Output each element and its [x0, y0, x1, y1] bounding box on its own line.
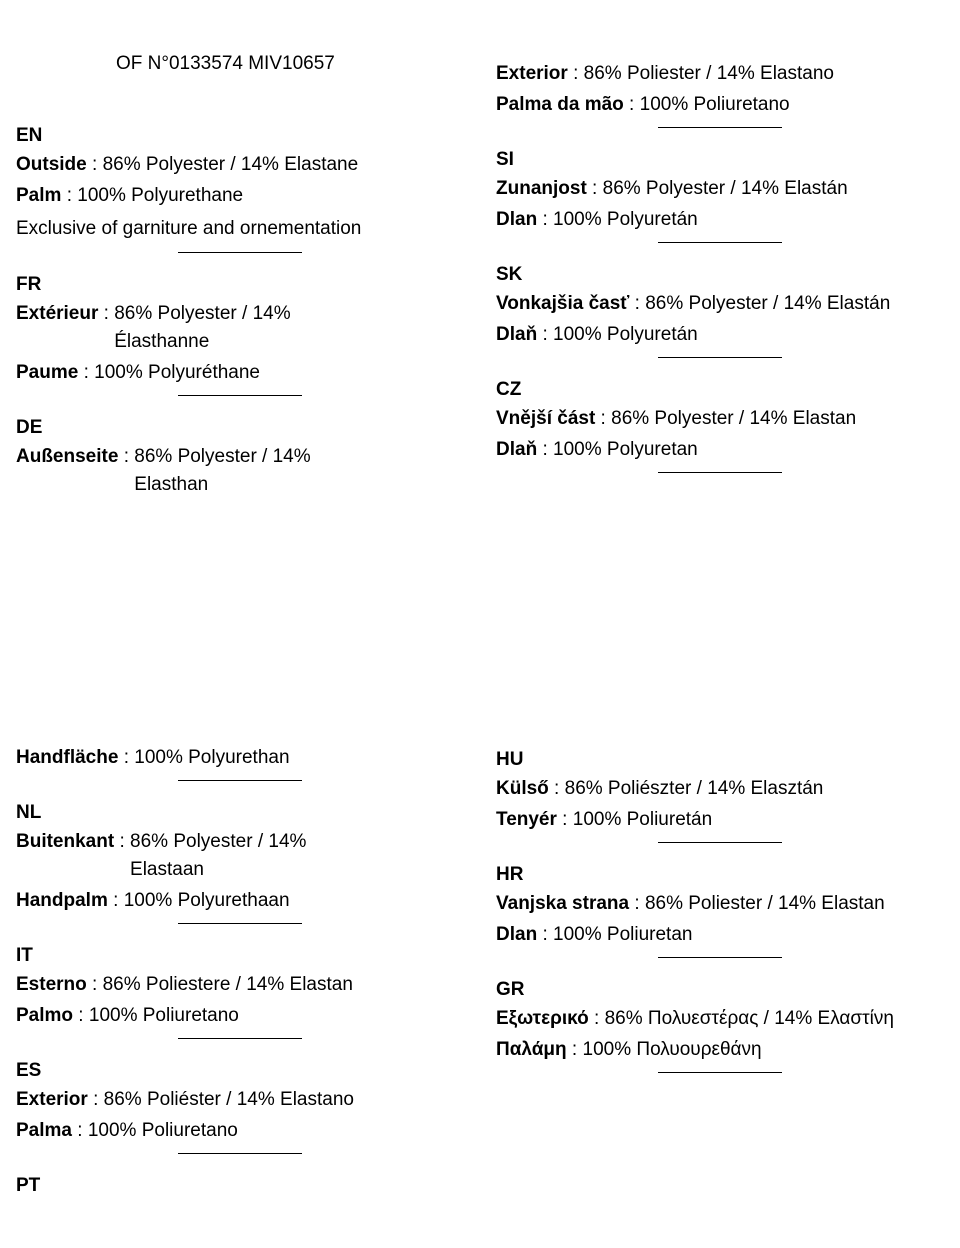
language-code: IT	[16, 945, 33, 966]
composition-row	[496, 91, 936, 119]
material-part-label: Exterior	[16, 1089, 88, 1110]
material-part-label: Handpalm	[16, 890, 108, 911]
language-block	[496, 60, 936, 128]
material-composition-value: 100% Polyurethane	[77, 185, 244, 206]
label-column-top-left	[16, 120, 456, 510]
exclusion-note: Exclusive of garniture and ornementation	[16, 218, 362, 239]
composition-row	[16, 971, 456, 999]
material-composition-value: 86% Poliestere / 14% Elastan	[102, 974, 353, 995]
language-code: GR	[496, 979, 525, 1000]
label-separator: :	[98, 303, 115, 324]
language-block	[16, 269, 456, 396]
material-composition-value: 86% Poliester / 14% Elastan	[644, 893, 885, 914]
material-part-label: Dlan	[496, 924, 538, 945]
section-divider	[658, 957, 782, 958]
material-composition-value: 86% Polyester / 14% Elastane	[102, 154, 359, 175]
section-divider	[178, 395, 302, 396]
material-composition-value: 100% Polyuréthane	[94, 362, 260, 383]
label-separator: :	[61, 185, 78, 206]
label-separator: :	[118, 446, 135, 467]
language-code: FR	[16, 274, 42, 295]
material-part-label: Zunanjost	[496, 178, 587, 199]
material-composition-value: 86% Polyester / 14% Elasthan	[134, 446, 311, 495]
material-composition-value: 86% Poliészter / 14% Elasztán	[564, 778, 824, 799]
label-column-bottom-right	[496, 744, 936, 1089]
material-part-label: Esterno	[16, 974, 87, 995]
material-part-label: Palma	[16, 1120, 72, 1141]
section-divider	[178, 252, 302, 253]
material-part-label: Παλάμη	[496, 1039, 567, 1060]
language-code: CZ	[496, 379, 522, 400]
label-separator: :	[537, 924, 554, 945]
section-divider	[658, 127, 782, 128]
label-separator: :	[87, 1089, 104, 1110]
composition-row	[16, 359, 456, 387]
material-composition-value: 86% Polyester / 14% Elastan	[611, 408, 857, 429]
composition-row	[16, 300, 456, 356]
composition-row	[16, 828, 456, 884]
section-divider	[178, 1038, 302, 1039]
composition-row	[496, 890, 936, 918]
material-composition-value: 100% Poliuretan	[553, 924, 693, 945]
label-separator: :	[629, 293, 646, 314]
material-part-label: Dlaň	[496, 439, 538, 460]
material-part-label: Dlaň	[496, 324, 538, 345]
label-separator: :	[118, 747, 135, 768]
material-composition-value: 100% Polyuretan	[553, 439, 698, 460]
language-block	[496, 144, 936, 243]
material-composition-value: 100% Polyuretán	[553, 324, 698, 345]
order-reference: OF N°0133574 MIV10657	[116, 53, 335, 74]
language-block	[16, 744, 456, 781]
material-composition-value: 100% Polyuretán	[553, 209, 698, 230]
material-part-label: Außenseite	[16, 446, 119, 467]
label-separator: :	[537, 324, 554, 345]
composition-row	[496, 1036, 936, 1064]
section-divider	[658, 842, 782, 843]
material-composition-value: 100% Polyurethaan	[123, 890, 290, 911]
material-part-label: Exterior	[496, 63, 568, 84]
language-block	[496, 374, 936, 473]
label-separator: :	[73, 1005, 89, 1026]
language-block	[16, 797, 456, 924]
material-part-label: Vanjska strana	[496, 893, 630, 914]
material-part-label: Vnější část	[496, 408, 596, 429]
material-part-label: Palma da mão	[496, 94, 624, 115]
label-separator: :	[86, 974, 103, 995]
label-separator: :	[629, 893, 645, 914]
material-part-label: Palm	[16, 185, 62, 206]
composition-row	[496, 60, 936, 88]
material-part-label: Vonkajšia časť	[496, 293, 630, 314]
label-separator: :	[537, 439, 554, 460]
composition-row	[16, 1086, 456, 1114]
material-part-label: Buitenkant	[16, 831, 115, 852]
material-composition-value: 86% Poliester / 14% Elastano	[583, 63, 834, 84]
label-separator: :	[566, 1039, 583, 1060]
composition-row	[16, 1117, 456, 1145]
label-separator: :	[114, 831, 131, 852]
language-block	[496, 744, 936, 843]
composition-row	[16, 744, 456, 772]
material-composition-value: 86% Πολυεστέρας / 14% Ελαστίνη	[604, 1008, 894, 1029]
material-part-label: Dlan	[496, 209, 538, 230]
label-column-bottom-left	[16, 744, 456, 1209]
composition-row	[16, 151, 456, 179]
label-separator: :	[556, 809, 573, 830]
material-composition-value: 86% Polyester / 14% Elastán	[602, 178, 848, 199]
label-separator: :	[107, 890, 124, 911]
composition-row	[496, 321, 936, 349]
material-part-label: Outside	[16, 154, 87, 175]
section-divider	[178, 923, 302, 924]
material-part-label: Palmo	[16, 1005, 74, 1026]
composition-row	[496, 921, 936, 949]
composition-row	[496, 806, 936, 834]
language-block	[16, 412, 456, 510]
material-part-label: Külső	[496, 778, 549, 799]
label-column-top-right	[496, 60, 936, 489]
label-separator: :	[86, 154, 103, 175]
material-part-label: Εξωτερικό	[496, 1008, 589, 1029]
language-code: EN	[16, 125, 43, 146]
language-block	[496, 974, 936, 1073]
material-composition-value: 100% Poliuretano	[87, 1120, 238, 1141]
language-code: DE	[16, 417, 43, 438]
language-code: SK	[496, 264, 523, 285]
material-composition-value: 86% Polyester / 14% Élasthanne	[114, 303, 291, 352]
label-separator: :	[548, 778, 565, 799]
label-separator: :	[78, 362, 95, 383]
language-block	[16, 120, 456, 253]
composition-row	[16, 182, 456, 210]
material-composition-value: 100% Πολυουρεθάνη	[582, 1039, 762, 1060]
language-block	[16, 1055, 456, 1154]
language-code: HU	[496, 749, 524, 770]
composition-row	[496, 775, 936, 803]
material-composition-value: 100% Polyurethan	[134, 747, 290, 768]
composition-row	[496, 405, 936, 433]
section-divider	[178, 1153, 302, 1154]
label-separator: :	[567, 63, 584, 84]
language-block	[16, 940, 456, 1039]
material-composition-value: 100% Poliuretán	[572, 809, 713, 830]
label-separator: :	[588, 1008, 605, 1029]
composition-row	[496, 206, 936, 234]
label-separator: :	[623, 94, 640, 115]
material-part-label: Paume	[16, 362, 79, 383]
composition-row	[496, 290, 936, 318]
material-part-label: Handfläche	[16, 747, 119, 768]
composition-row	[16, 1002, 456, 1030]
composition-row	[16, 443, 456, 499]
composition-row	[496, 175, 936, 203]
material-composition-value: 86% Poliéster / 14% Elastano	[103, 1089, 354, 1110]
composition-row	[496, 1005, 936, 1033]
material-composition-value: 100% Poliuretano	[639, 94, 790, 115]
section-divider	[658, 1072, 782, 1073]
composition-row	[16, 887, 456, 915]
section-divider	[658, 472, 782, 473]
material-composition-value: 100% Poliuretano	[88, 1005, 239, 1026]
section-divider	[178, 780, 302, 781]
composition-row	[496, 436, 936, 464]
material-part-label: Tenyér	[496, 809, 557, 830]
language-code: SI	[496, 149, 514, 170]
material-part-label: Extérieur	[16, 303, 99, 324]
label-separator: :	[586, 178, 603, 199]
label-separator: :	[595, 408, 612, 429]
section-divider	[658, 242, 782, 243]
language-block	[16, 1170, 456, 1209]
section-divider	[658, 357, 782, 358]
label-separator: :	[537, 209, 554, 230]
language-block	[496, 259, 936, 358]
material-composition-value: 86% Polyester / 14% Elastaan	[130, 831, 307, 880]
language-code: ES	[16, 1060, 42, 1081]
language-code: NL	[16, 802, 42, 823]
label-separator: :	[71, 1120, 88, 1141]
language-block	[496, 859, 936, 958]
language-code: PT	[16, 1175, 41, 1196]
language-code: HR	[496, 864, 524, 885]
material-composition-value: 86% Polyester / 14% Elastán	[645, 293, 891, 314]
